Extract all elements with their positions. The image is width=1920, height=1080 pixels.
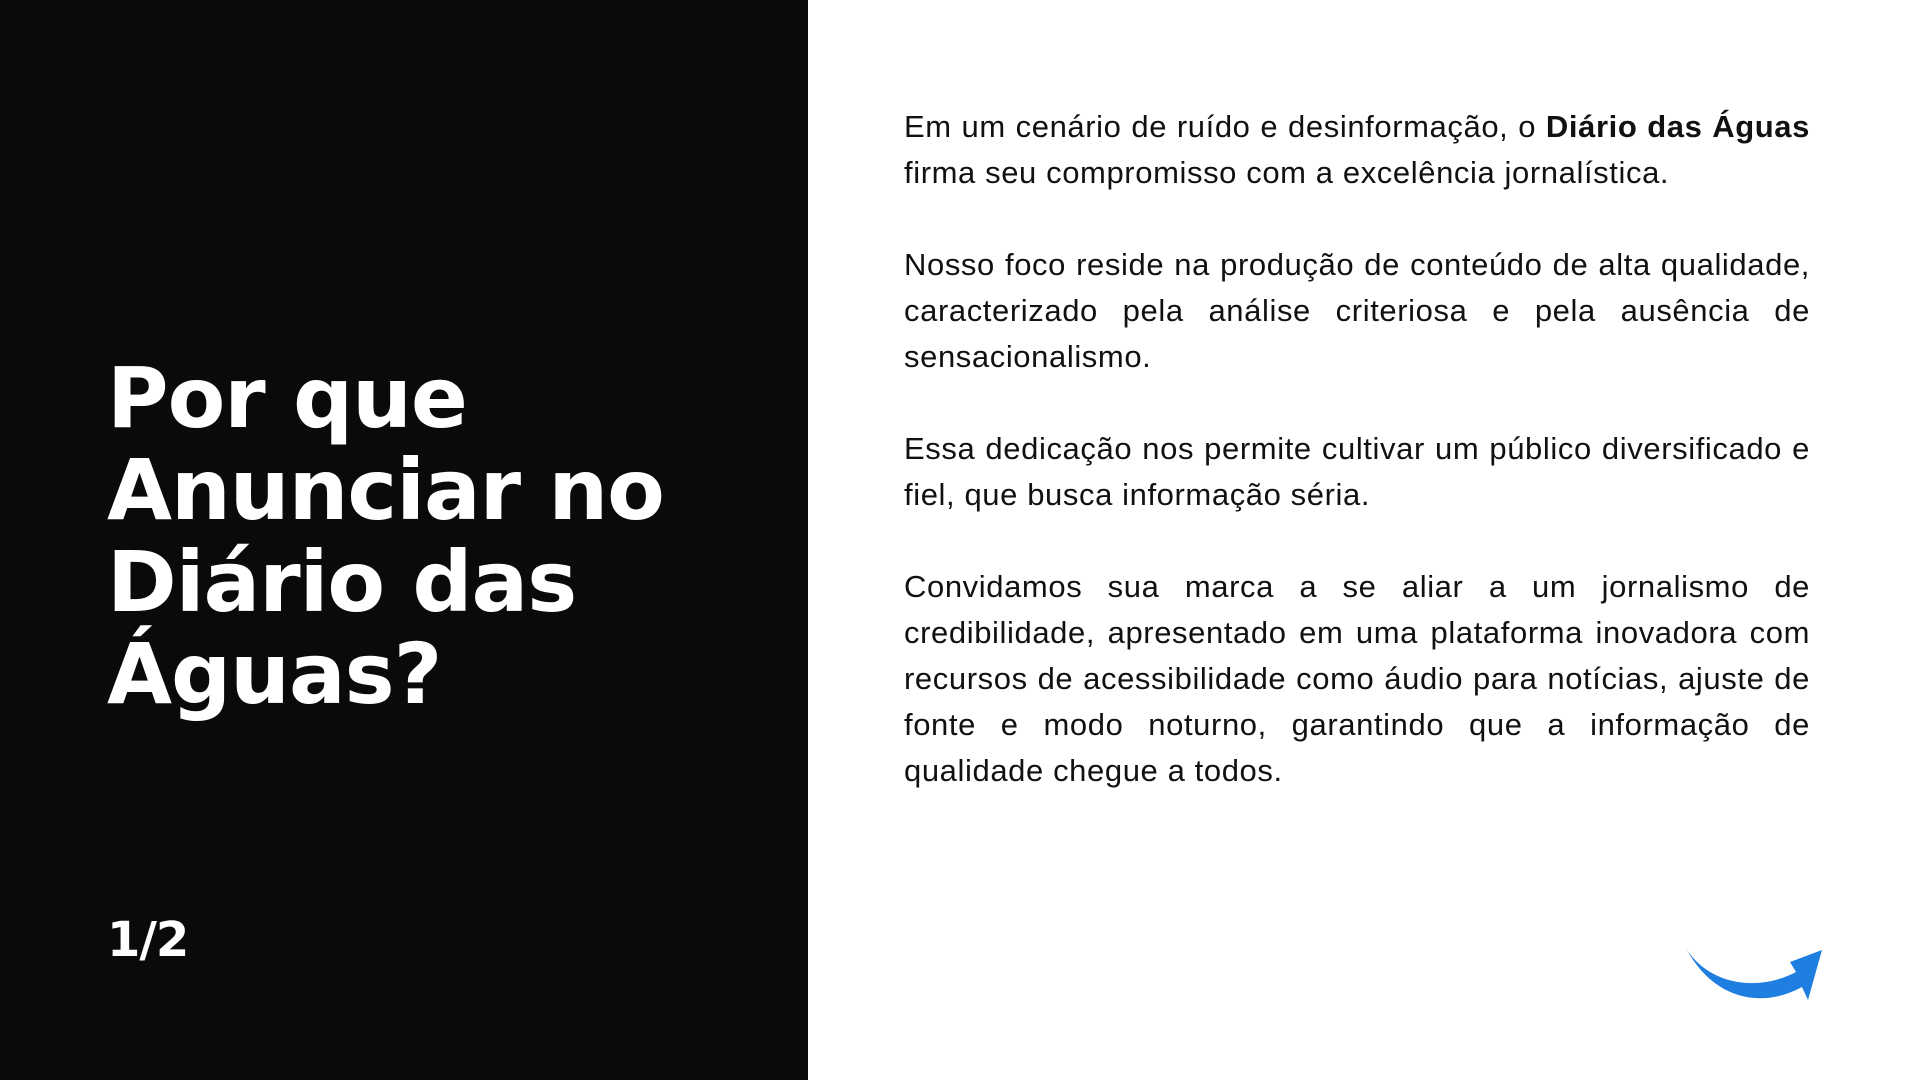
brand-name: Diário das Águas: [1545, 109, 1810, 144]
page-counter: 1/2: [107, 912, 189, 968]
left-panel: [0, 0, 808, 1080]
paragraph-intro-lead: Em um cenário de ruído e desinformação, o: [904, 109, 1546, 144]
body-text: [904, 104, 1810, 794]
paragraph-intro-tail: firma seu compromisso com a excelência jornalística.: [904, 155, 1670, 190]
paragraph-audience: Essa dedicação nos permite cultivar um público diversificado e fiel, que busca informação séria.: [904, 431, 1810, 512]
paragraph-focus: Nosso foco reside na produção de conteúdo de alta qualidade, caracterizado pela análise criteriosa e pela ausência de sensacionalismo.: [904, 247, 1810, 374]
right-panel: [808, 0, 1920, 1080]
paragraph-intro: [904, 104, 1810, 196]
curved-arrow-right-icon[interactable]: [1684, 942, 1824, 1012]
paragraph-invitation: Convidamos sua marca a se aliar a um jornalismo de credibilidade, apresentado em uma plataforma inovadora com recursos de acessibilidade como áudio para notícias, ajuste de fonte e modo noturno, garantindo que a informação de qualidade chegue a todos.: [904, 569, 1810, 788]
headline: Por que Anunciar no Diário das Águas?: [107, 349, 664, 723]
